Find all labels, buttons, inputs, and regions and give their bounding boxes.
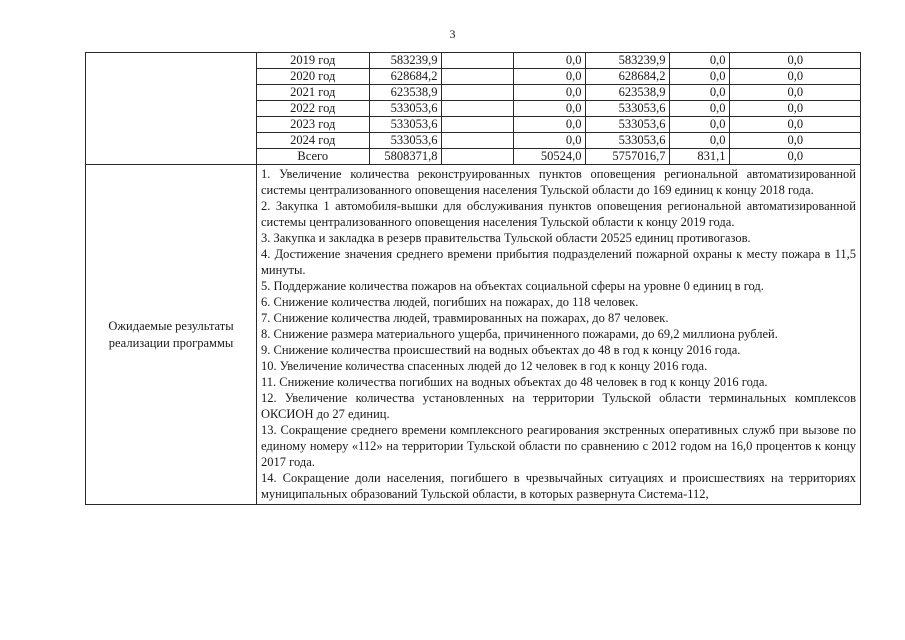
result-item: 9. Снижение количества происшествий на водных объектах до 48 в год к концу 2016 года.: [261, 343, 741, 357]
finance-value-cell: 533053,6: [585, 133, 669, 149]
result-item: 2. Закупка 1 автомобиля-вышки для обслуживания пунктов оповещения региональной автоматизированной системы централизованного оповещения населения Тульской области к концу 2019 года.: [261, 199, 856, 229]
finance-year-cell: Всего: [257, 149, 369, 165]
finance-value-cell: 0,0: [729, 53, 861, 69]
finance-row: [257, 133, 861, 149]
finance-value-cell: 533053,6: [585, 101, 669, 117]
finance-value-cell: 0,0: [729, 117, 861, 133]
finance-value-cell: [441, 69, 513, 85]
finance-value-cell: 0,0: [669, 133, 729, 149]
finance-value-cell: 0,0: [513, 133, 585, 149]
finance-value-cell: 50524,0: [513, 149, 585, 165]
finance-value-cell: 0,0: [513, 53, 585, 69]
finance-year-cell: 2019 год: [257, 53, 369, 69]
finance-row: [257, 85, 861, 101]
finance-value-cell: 533053,6: [585, 117, 669, 133]
finance-value-cell: 0,0: [669, 117, 729, 133]
finance-row: [257, 117, 861, 133]
result-item: 1. Увеличение количества реконструированных пунктов оповещения региональной автоматизированной системы централизованного оповещения населения Тульской области до 169 единиц к концу 2018 года.: [261, 167, 856, 197]
finance-value-cell: 0,0: [669, 69, 729, 85]
finance-year-cell: 2024 год: [257, 133, 369, 149]
result-item: 11. Снижение количества погибших на водных объектах до 48 человек в год к концу 2016 года.: [261, 375, 768, 389]
result-item: 10. Увеличение количества спасенных людей до 12 человек в год к концу 2016 года.: [261, 359, 708, 373]
finance-value-cell: 628684,2: [585, 69, 669, 85]
finance-row: [257, 53, 861, 69]
finance-year-cell: 2021 год: [257, 85, 369, 101]
finance-value-cell: 583239,9: [369, 53, 441, 69]
finance-value-cell: 533053,6: [369, 101, 441, 117]
finance-table: [257, 53, 861, 164]
result-item: 12. Увеличение количества установленных на территории Тульской области терминальных комплексов ОКСИОН до 27 единиц.: [261, 391, 856, 421]
finance-value-cell: 0,0: [669, 53, 729, 69]
results-cell: [257, 165, 861, 505]
finance-value-cell: 5808371,8: [369, 149, 441, 165]
finance-value-cell: 628684,2: [369, 69, 441, 85]
finance-value-cell: 533053,6: [369, 133, 441, 149]
finance-value-cell: 0,0: [669, 101, 729, 117]
finance-value-cell: 0,0: [513, 117, 585, 133]
result-item: 14. Сокращение доли населения, погибшего в чрезвычайных ситуациях и происшествиях на территориях муниципальных образований Тульской области, в которых развернута Система-112,: [261, 471, 856, 501]
finance-value-cell: 5757016,7: [585, 149, 669, 165]
finance-value-cell: 623538,9: [369, 85, 441, 101]
result-item: 6. Снижение количества людей, погибших на пожарах, до 118 человек.: [261, 295, 639, 309]
finance-row: [257, 69, 861, 85]
finance-year-cell: 2022 год: [257, 101, 369, 117]
finance-value-cell: 0,0: [729, 133, 861, 149]
finance-value-cell: [441, 53, 513, 69]
finance-value-cell: 0,0: [729, 101, 861, 117]
result-item: 4. Достижение значения среднего времени прибытия подразделений пожарной охраны к месту пожара в 11,5 минуты.: [261, 247, 856, 277]
finance-value-cell: [441, 101, 513, 117]
page-number: 3: [449, 27, 456, 41]
result-item: 13. Сокращение среднего времени комплексного реагирования экстренных оперативных служб при вызове по единому номеру «112» на территории Тульской области по сравнению с 2012 годом на 16,0 процентов к концу 2017 года.: [261, 423, 856, 469]
finance-value-cell: 533053,6: [369, 117, 441, 133]
finance-value-cell: 0,0: [729, 85, 861, 101]
result-item: 8. Снижение размера материального ущерба, причиненного пожарами, до 69,2 миллиона рублей.: [261, 327, 778, 341]
finance-value-cell: [441, 117, 513, 133]
finance-value-cell: 583239,9: [585, 53, 669, 69]
finance-row: [257, 101, 861, 117]
finance-value-cell: 0,0: [513, 69, 585, 85]
finance-year-cell: 2020 год: [257, 69, 369, 85]
result-item: 7. Снижение количества людей, травмированных на пожарах, до 87 человек.: [261, 311, 669, 325]
finance-label-cell: [86, 53, 257, 165]
finance-value-cell: [441, 149, 513, 165]
finance-value-cell: [441, 133, 513, 149]
finance-year-cell: 2023 год: [257, 117, 369, 133]
finance-value-cell: 623538,9: [585, 85, 669, 101]
results-label: Ожидаемые результаты реализации программы: [86, 165, 257, 505]
results-section-row: [86, 165, 861, 505]
results-list: [257, 165, 860, 504]
finance-value-cell: 0,0: [729, 149, 861, 165]
finance-row: [257, 149, 861, 165]
finance-value-cell: 0,0: [513, 101, 585, 117]
finance-value-cell: 0,0: [513, 85, 585, 101]
finance-section-row: [86, 53, 861, 165]
finance-table-cell: [257, 53, 861, 165]
finance-value-cell: 0,0: [729, 69, 861, 85]
finance-table-body: [257, 53, 861, 164]
result-item: 5. Поддержание количества пожаров на объектах социальной сферы на уровне 0 единиц в год.: [261, 279, 764, 293]
finance-value-cell: 0,0: [669, 85, 729, 101]
finance-value-cell: 831,1: [669, 149, 729, 165]
result-item: 3. Закупка и закладка в резерв правительства Тульской области 20525 единиц противогазов.: [261, 231, 751, 245]
finance-value-cell: [441, 85, 513, 101]
program-passport-table: [85, 52, 861, 505]
